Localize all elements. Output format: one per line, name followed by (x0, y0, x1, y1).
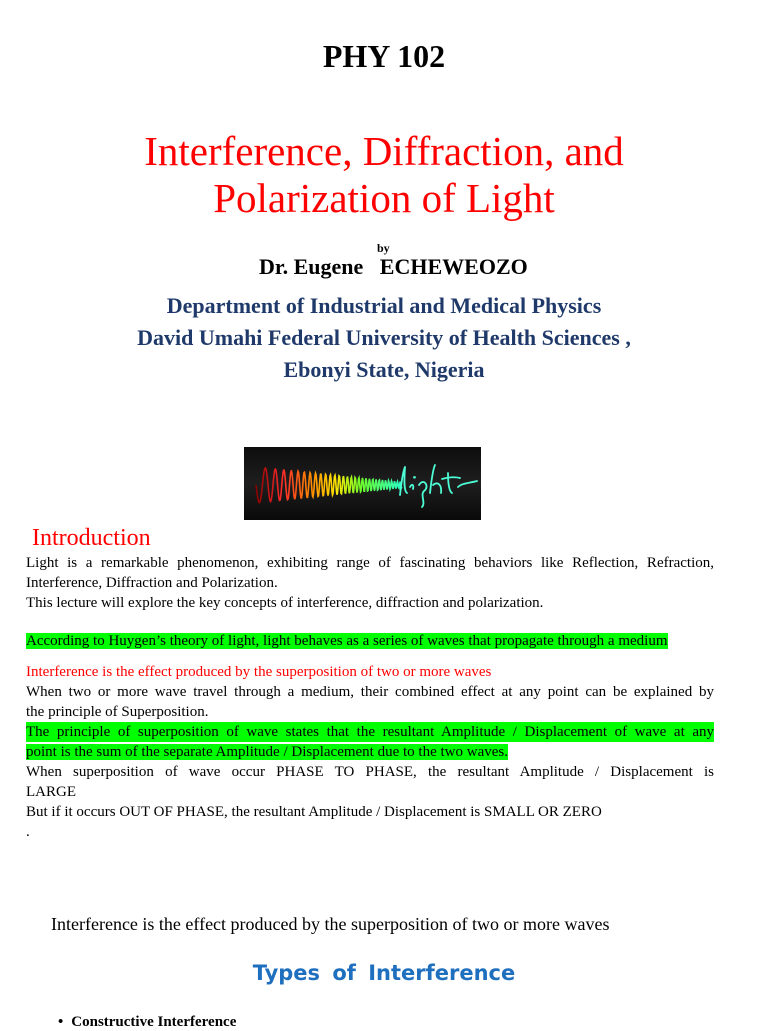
out-of-phase-line: But if it occurs OUT OF PHASE, the resultant Amplitude / Displacement is SMALL OR ZERO (26, 804, 602, 820)
phase-line: When superposition of wave occur PHASE TO PHASE, the resultant Amplitude / Displacement is (26, 764, 714, 780)
light-wave-image (244, 447, 481, 520)
intro-line: Light is a remarkable phenomenon, exhibiting range of fascinating behaviors like Reflection, Refraction, (26, 555, 714, 571)
introduction-heading: Introduction (32, 525, 151, 551)
introduction-paragraph (26, 553, 714, 613)
superposition-paragraph (26, 682, 714, 842)
interference-definition: Interference is the effect produced by the superposition of two or more waves (26, 664, 492, 680)
huygens-statement (26, 631, 714, 651)
course-code: PHY 102 (322, 38, 446, 74)
huygens-highlight: According to Huygen’s theory of light, light behaves as a series of waves that propagate through a medium (26, 633, 668, 649)
university: David Umahi Federal University of Health Sciences , (137, 325, 631, 350)
list-item-label: Constructive Interference (71, 1014, 237, 1030)
intro-line: This lecture will explore the key concepts of interference, diffraction and polarization. (26, 595, 544, 611)
interference-statement: Interference is the effect produced by the superposition of two or more waves (51, 914, 610, 934)
trailing-dot: . (26, 824, 30, 840)
intro-line: Interference, Diffraction and Polarization. (26, 575, 278, 591)
phase-line: LARGE (26, 784, 76, 800)
list-item (58, 1014, 236, 1031)
author-name: Dr. Eugene ECHEWEOZO (259, 254, 528, 279)
title-line-2: Polarization of Light (213, 175, 555, 221)
superposition-line: When two or more wave travel through a medium, their combined effect at any point can be explained by (26, 684, 714, 700)
principle-highlight-line: point is the sum of the separate Amplitude / Displacement due to the two waves. (26, 744, 508, 760)
light-wave-banner-icon (244, 447, 481, 520)
department: Department of Industrial and Medical Physics (166, 293, 602, 318)
principle-highlight-line: The principle of superposition of wave states that the resultant Amplitude / Displacement of wave at any (26, 724, 714, 740)
by-label: by (377, 241, 390, 255)
bullet-icon: • (58, 1014, 64, 1030)
location: Ebonyi State, Nigeria (283, 357, 485, 382)
types-heading: Types of Interference (252, 961, 516, 985)
page-title (0, 128, 768, 222)
superposition-line: the principle of Superposition. (26, 704, 209, 720)
title-line-1: Interference, Diffraction, and (144, 128, 624, 174)
